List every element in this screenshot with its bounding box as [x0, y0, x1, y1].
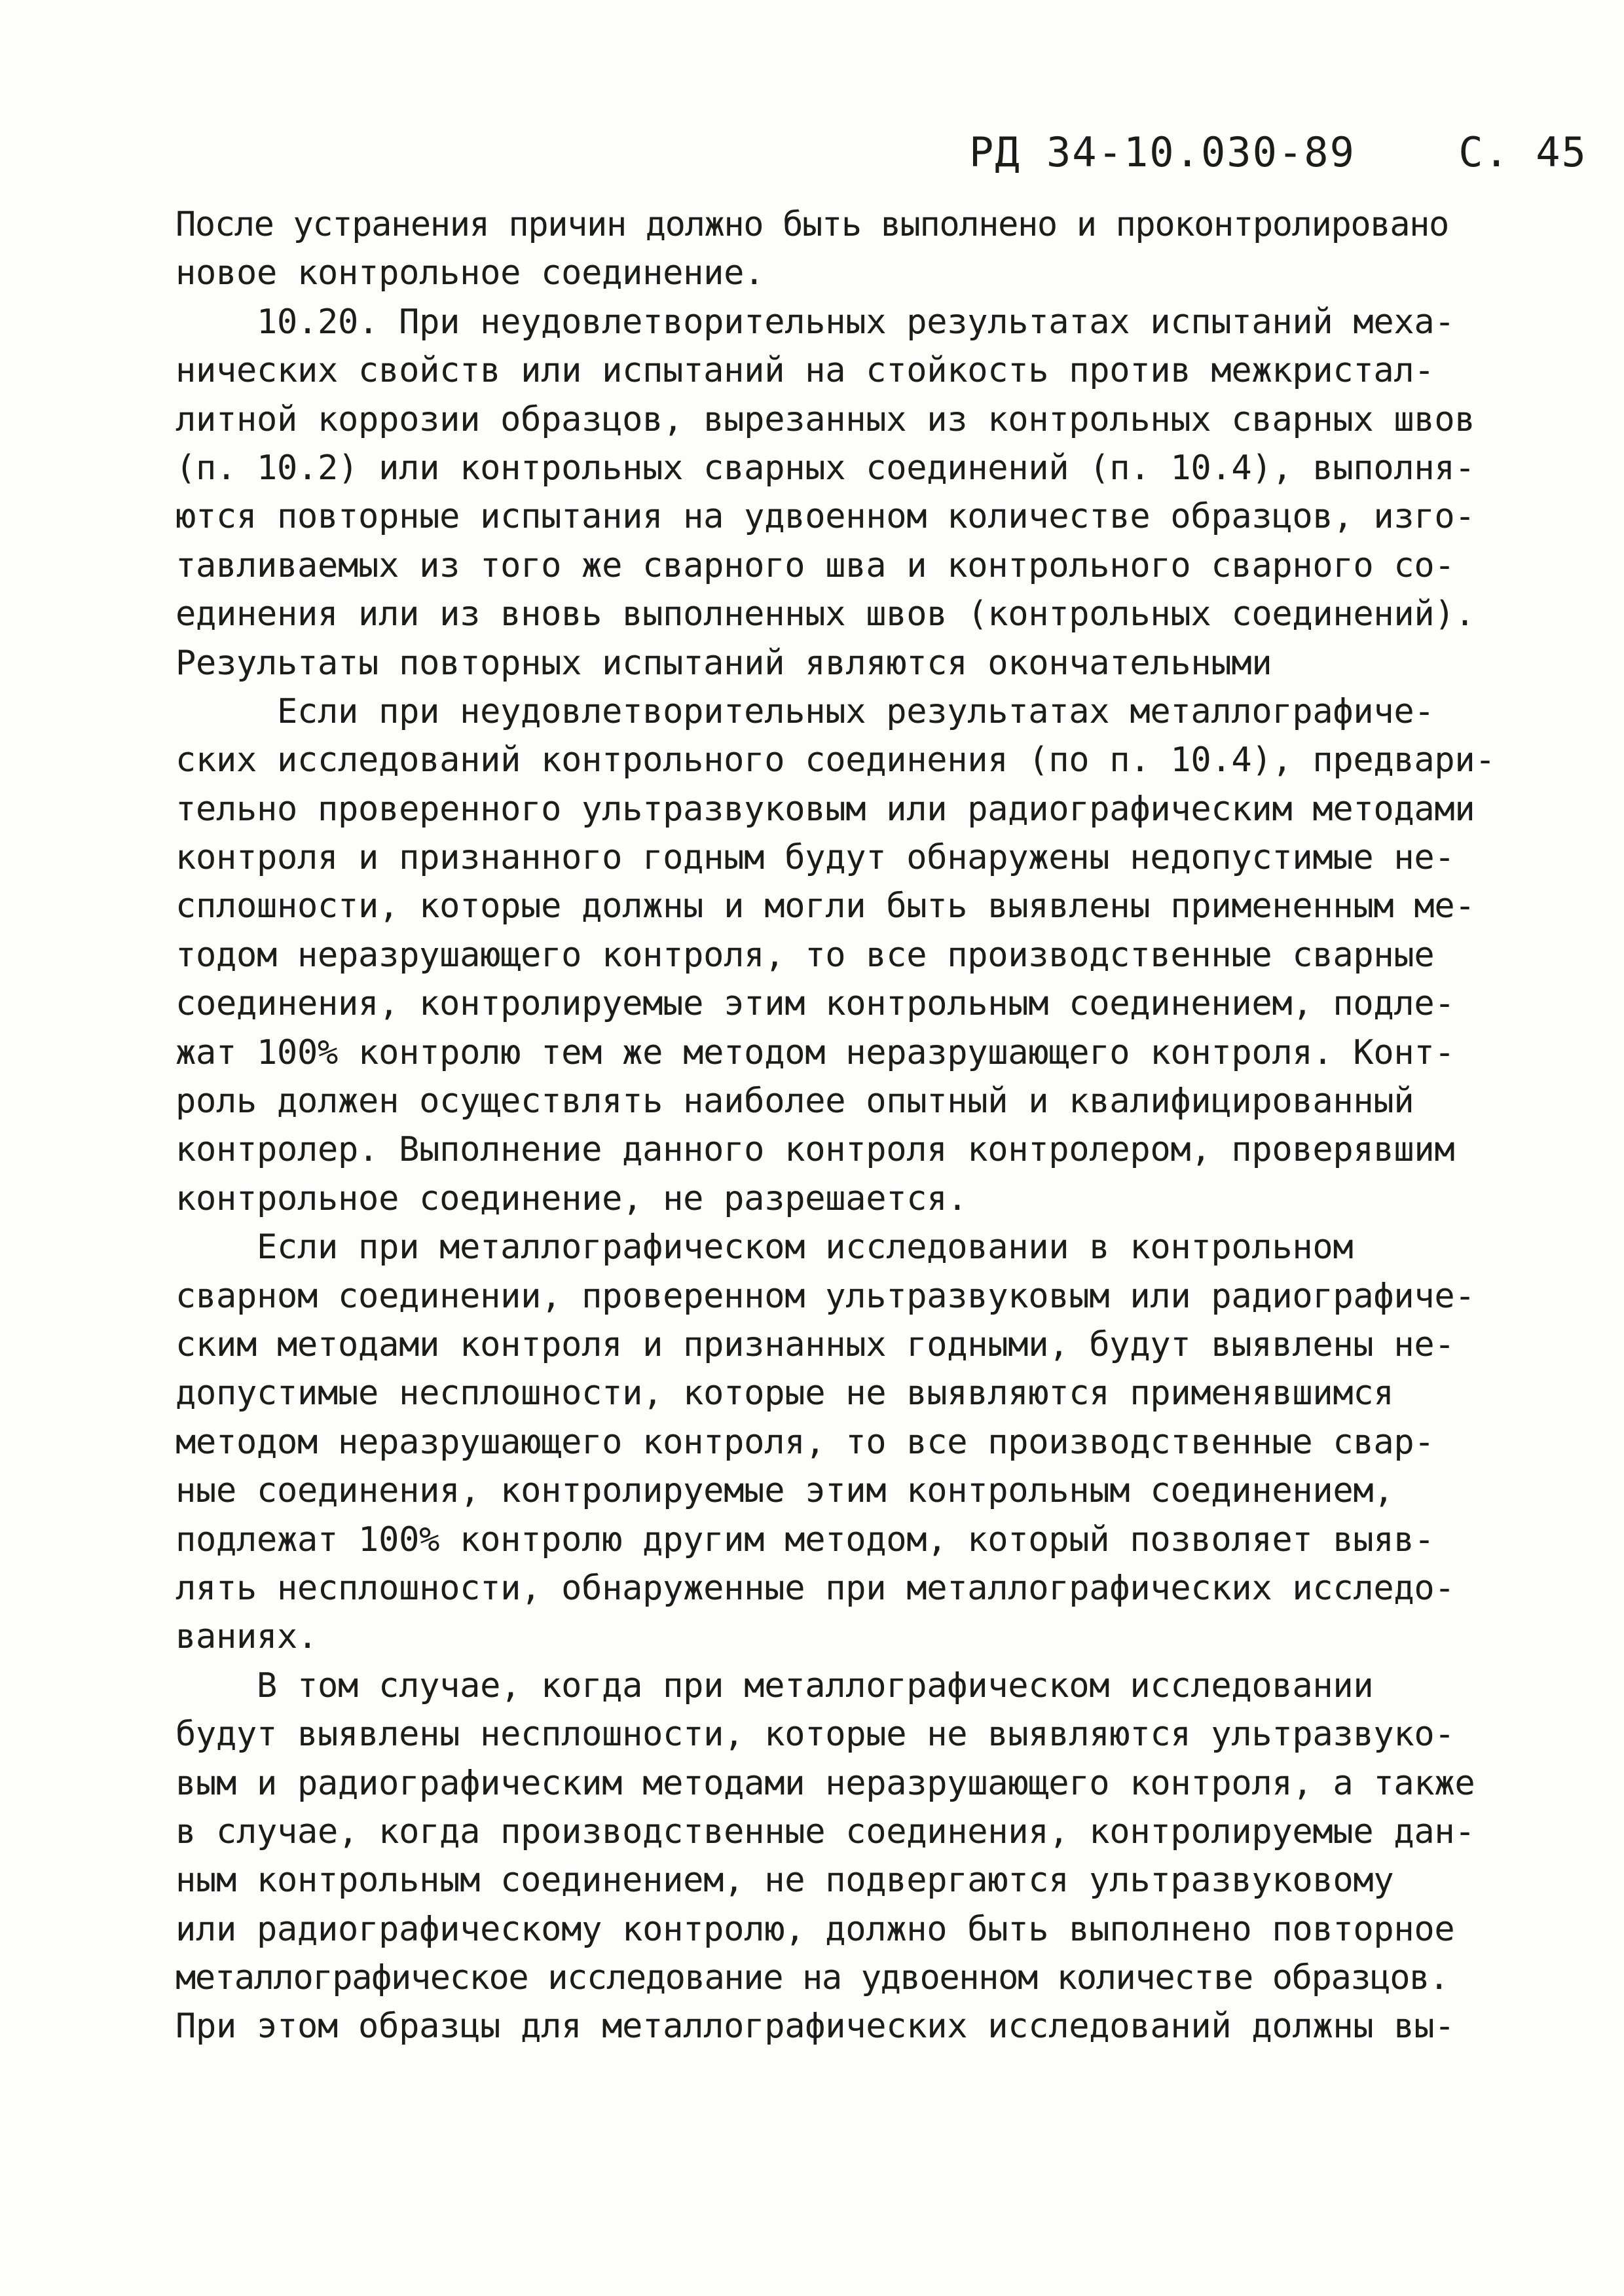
text-line: допустимые несплошности, которые не выявляются применявшимся — [175, 1374, 1394, 1413]
text-line: ным контрольным соединением, не подвергаются ультразвуковому — [175, 1861, 1394, 1901]
text-line: тавливаемых из того же сварного шва и контрольного сварного со- — [175, 545, 1455, 585]
text-line: Если при металлографическом исследовании в контрольном — [175, 1228, 1354, 1267]
text-line: ваниях. — [175, 1617, 318, 1657]
text-line: нических свойств или испытаний на стойкость против межкристал- — [175, 351, 1435, 391]
text-line: в случае, когда производственные соединения, контролируемые дан- — [175, 1812, 1475, 1851]
text-line: методом неразрушающего контроля, то все производственные свар- — [175, 1422, 1435, 1462]
text-line: (п. 10.2) или контрольных сварных соединений (п. 10.4), выполня- — [175, 448, 1475, 488]
text-line: новое контрольное соединение. — [175, 253, 765, 293]
text-line: роль должен осуществлять наиболее опытный и квалифицированный — [175, 1082, 1414, 1121]
text-line: контрольное соединение, не разрешается. — [175, 1178, 968, 1218]
text-line: сварном соединении, проверенном ультразвуковым или радиографиче- — [175, 1276, 1475, 1316]
text-line: тодом неразрушающего контроля, то все производственные сварные — [175, 935, 1435, 975]
text-line: будут выявлены несплошности, которые не выявляются ультразвуко- — [175, 1715, 1455, 1755]
text-line: подлежат 100% контролю другим методом, который позволяет выяв- — [175, 1520, 1435, 1559]
text-line: лять несплошности, обнаруженные при металлографических исследо- — [175, 1568, 1455, 1608]
text-line: После устранения причин должно быть выполнено и проконтролировано — [175, 205, 1449, 244]
text-line: жат 100% контролю тем же методом неразрушающего контроля. Конт- — [175, 1032, 1455, 1072]
page-header — [969, 128, 1587, 176]
text-line: металлографическое исследование на удвоенном количестве образцов. — [175, 1958, 1449, 1998]
text-line: тельно проверенного ультразвуковым или радиографическим методами — [175, 789, 1475, 829]
text-line: контролер. Выполнение данного контроля контролером, проверявшим — [175, 1130, 1455, 1170]
document-code: РД 34-10.030-89 — [969, 128, 1356, 176]
text-line: ются повторные испытания на удвоенном количестве образцов, изго- — [175, 497, 1475, 537]
text-line: единения или из вновь выполненных швов (контрольных соединений). — [175, 594, 1475, 634]
text-line: соединения, контролируемые этим контрольным соединением, подле- — [175, 984, 1455, 1024]
text-line: Если при неудовлетворительных результатах металлографиче- — [175, 691, 1435, 731]
text-line: ским методами контроля и признанных годными, будут выявлены не- — [175, 1324, 1455, 1364]
body-text — [175, 200, 1498, 2051]
text-line: ских исследований контрольного соединения (по п. 10.4), предвари- — [175, 740, 1496, 780]
text-line: При этом образцы для металлографических исследований должны вы- — [175, 2007, 1455, 2047]
text-line: В том случае, когда при металлографическом исследовании — [175, 1666, 1374, 1705]
text-line: вым и радиографическим методами неразрушающего контроля, а также — [175, 1763, 1475, 1803]
text-line: сплошности, которые должны и могли быть выявлены примененным ме- — [175, 886, 1475, 926]
text-line: или радиографическому контролю, должно быть выполнено повторное — [175, 1909, 1455, 1949]
page-number: С. 45 — [1458, 128, 1587, 176]
text-line: контроля и признанного годным будут обнаружены недопустимые не- — [175, 838, 1455, 878]
text-line: Результаты повторных испытаний являются окончательными — [175, 643, 1272, 683]
text-line: 10.20. При неудовлетворительных результатах испытаний меха- — [175, 302, 1455, 342]
text-line: ные соединения, контролируемые этим контрольным соединением, — [175, 1471, 1394, 1511]
text-line: литной коррозии образцов, вырезанных из контрольных сварных швов — [175, 399, 1475, 439]
